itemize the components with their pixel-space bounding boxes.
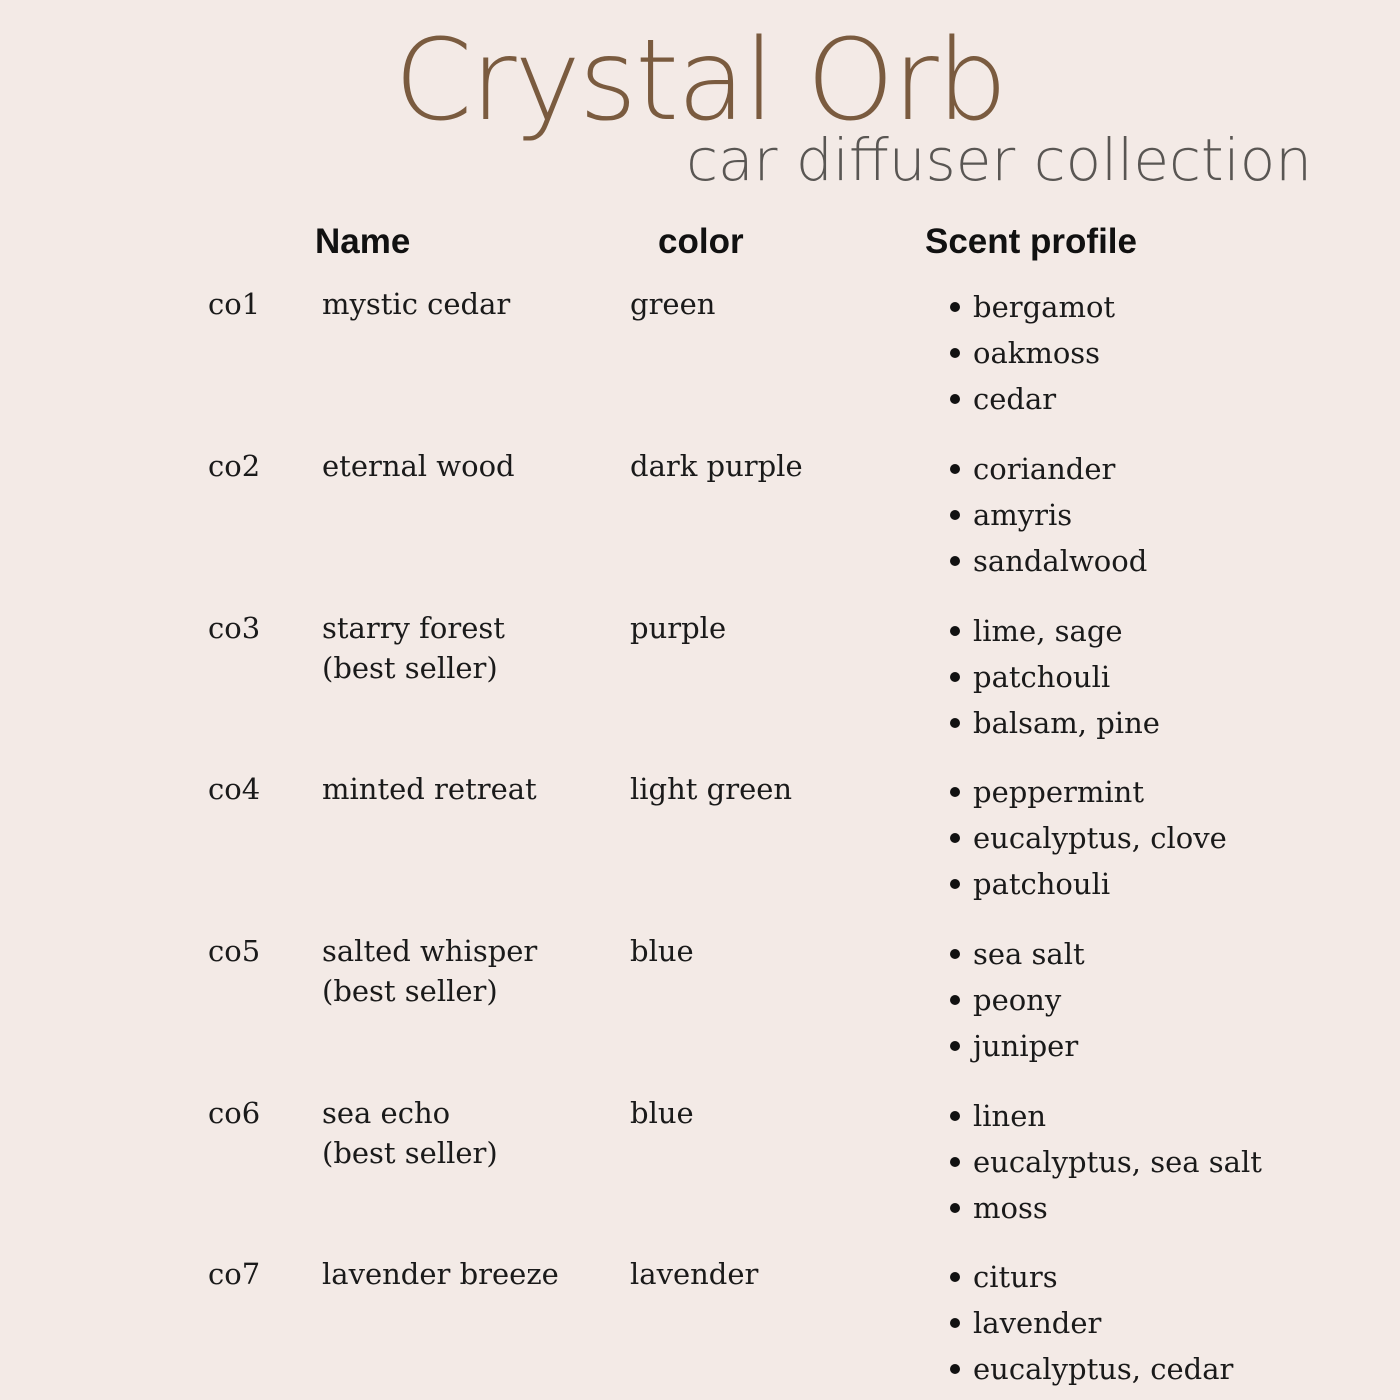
scent-note: eucalyptus, clove [948, 815, 1227, 861]
page-title: Crystal Orb [394, 16, 1006, 146]
scent-note: amyris [948, 492, 1147, 538]
scent-note: eucalyptus, sea salt [948, 1139, 1262, 1185]
product-name-text: starry forest [322, 611, 505, 645]
best-seller-note: (best seller) [322, 651, 498, 685]
product-name-text: sea echo [322, 1096, 451, 1130]
column-header-name: Name [315, 222, 411, 261]
scent-note: lime, sage [948, 608, 1160, 654]
scent-note: juniper [948, 1023, 1085, 1069]
product-code: co5 [208, 934, 261, 968]
scent-note: lavender [948, 1300, 1233, 1346]
product-name [322, 1254, 612, 1294]
product-color: green [630, 287, 716, 321]
product-code: co6 [208, 1096, 261, 1130]
scent-note: eucalyptus, cedar [948, 1346, 1233, 1392]
product-name [322, 608, 612, 688]
scent-notes-list [948, 931, 1085, 1069]
product-code: co2 [208, 449, 261, 483]
scent-notes-list [948, 1093, 1262, 1231]
table-row [0, 1093, 1400, 1255]
scent-note: bergamot [948, 284, 1115, 330]
product-name-text: minted retreat [322, 772, 537, 806]
page-subtitle: car diffuser collection [686, 126, 1312, 194]
product-code: co3 [208, 611, 261, 645]
scent-note: sandalwood [948, 538, 1147, 584]
best-seller-note: (best seller) [322, 974, 498, 1008]
product-name-text: eternal wood [322, 449, 515, 483]
product-color: light green [630, 772, 793, 806]
scent-notes-list [948, 608, 1160, 746]
scent-note: linen [948, 1093, 1262, 1139]
product-color: dark purple [630, 449, 803, 483]
scent-note: oakmoss [948, 330, 1115, 376]
product-code: co7 [208, 1257, 261, 1291]
product-color: purple [630, 611, 727, 645]
product-color: lavender [630, 1257, 759, 1291]
scent-notes-list [948, 1254, 1233, 1392]
product-name-text: salted whisper [322, 934, 538, 968]
scent-note: moss [948, 1185, 1262, 1231]
table-row [0, 1254, 1400, 1400]
table-row [0, 608, 1400, 770]
product-name [322, 446, 612, 486]
product-name-text: mystic cedar [322, 287, 511, 321]
best-seller-note: (best seller) [322, 1136, 498, 1170]
column-header-scent-profile: Scent profile [925, 222, 1137, 261]
product-code: co4 [208, 772, 261, 806]
table-row [0, 284, 1400, 446]
table-row [0, 446, 1400, 608]
product-color: blue [630, 1096, 694, 1130]
scent-notes-list [948, 769, 1227, 907]
column-header-color: color [658, 222, 744, 261]
product-color: blue [630, 934, 694, 968]
product-name [322, 931, 612, 1011]
product-name [322, 1093, 612, 1173]
scent-note: balsam, pine [948, 700, 1160, 746]
product-name [322, 284, 612, 324]
scent-note: cedar [948, 376, 1115, 422]
scent-notes-list [948, 446, 1147, 584]
product-name-text: lavender breeze [322, 1257, 559, 1291]
table-row [0, 931, 1400, 1093]
scent-note: sea salt [948, 931, 1085, 977]
product-name [322, 769, 612, 809]
table-row [0, 769, 1400, 931]
scent-notes-list [948, 284, 1115, 422]
scent-note: coriander [948, 446, 1147, 492]
scent-note: peony [948, 977, 1085, 1023]
scent-note: patchouli [948, 861, 1227, 907]
scent-note: patchouli [948, 654, 1160, 700]
scent-note: citurs [948, 1254, 1233, 1300]
product-code: co1 [208, 287, 261, 321]
scent-note: peppermint [948, 769, 1227, 815]
